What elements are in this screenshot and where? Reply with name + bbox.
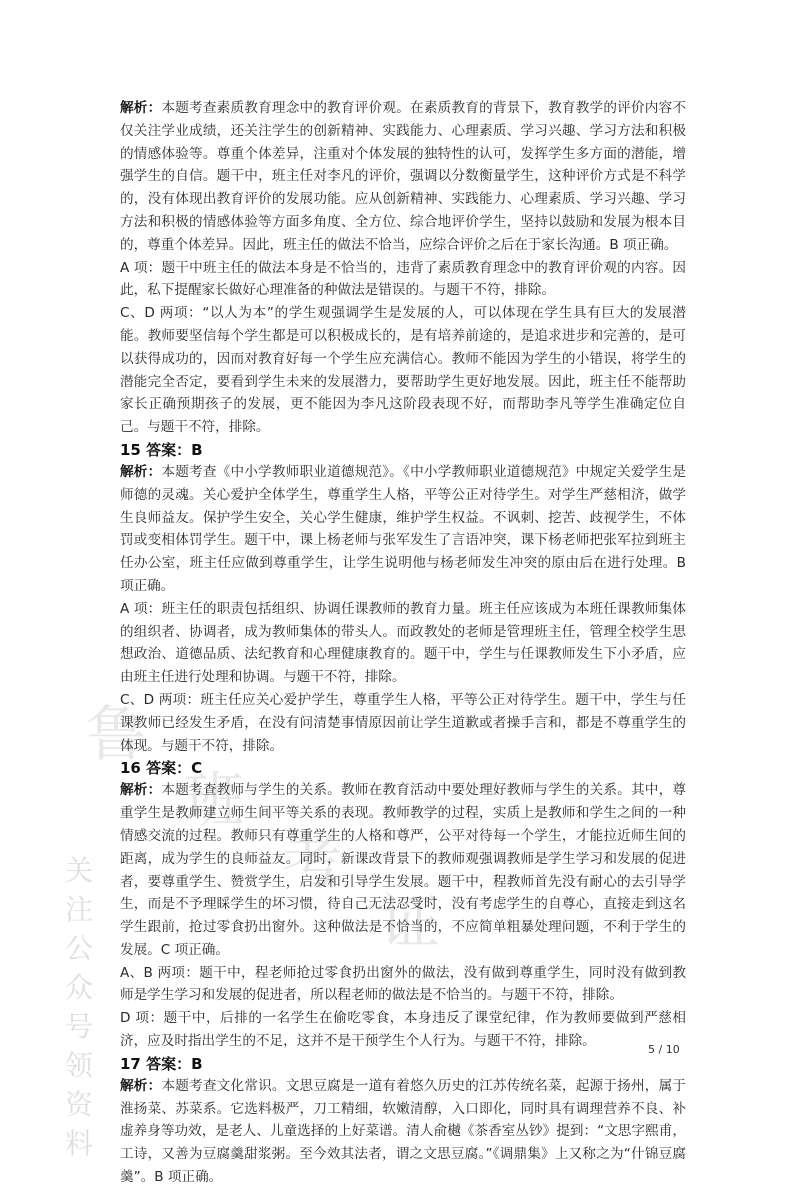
q14-option-cd: C、D 两项：“以人为本”的学生观强调学生是发展的人，可以体现在学生具有巨大的发展潜能。教师要坚信每个学生都是可以积极成长的，是有培养前途的，是追求进步和完善的，是可以获得成功的，因而对教育好每一个学生应充满信心。教师不能因为学生的小错误，将学生的潜能完全否定，要看到学生未来的发展潜力，要帮助学生更好地发展。因此，班主任不能帮助家长正确预期孩子的发展，更不能因为李凡这阶段表现不好，而帮助李凡等学生准确定位自己。与题干不符，排除。 (120, 305, 686, 436)
answer-content (120, 97, 686, 1189)
q16-option-d: D 项：题干中，后排的一名学生在偷吃零食，本身违反了课堂纪律，作为教师要做到严慈相济，应及时指出学生的不足，这并不是干预学生个人行为。与题干不符，排除。 (120, 1010, 686, 1050)
q16-option-ab: A、B 两项：题干中，程老师抢过零食扔出窗外的做法，没有做到尊重学生，同时没有做到教师是学生学习和发展的促进者，所以程老师的做法是不恰当的。与题干不符，排除。 (120, 964, 686, 1004)
q17-answer-heading: 17 答案：B (120, 1054, 203, 1073)
q14-analysis (120, 97, 686, 257)
watermark-vertical-char: 公 (65, 932, 94, 965)
watermark-vertical-char: 号 (65, 1010, 94, 1043)
watermark-vertical-char: 关 (65, 854, 94, 887)
watermark-char: 鲁 (86, 700, 146, 770)
analysis-label: 解析： (120, 782, 162, 799)
q15-analysis (120, 461, 686, 598)
q15-option-cd: C、D 两项：班主任应关心爱护学生，尊重学生人格，平等公正对待学生。题干中，学生与任课教师已经发生矛盾，在没有问清楚事情原因前让学生道歉或者操手言和，都是不尊重学生的体现。与题干不符，排除。 (120, 691, 686, 754)
analysis-label: 解析： (120, 100, 162, 116)
q16-answer-heading: 16 答案：C (120, 759, 203, 778)
watermark-vertical-char: 众 (65, 971, 94, 1004)
watermark-vertical-char: 领 (65, 1049, 94, 1082)
page-number: 5 / 10 (648, 1043, 680, 1056)
watermark-char: 考 (282, 828, 342, 898)
q15-option-a: A 项：班主任的职责包括组织、协调任课教师的教育力量。班主任应该成为本班任课教师集体的组织者、协调者，成为教师集体的带头人。而政教处的老师是管理班主任，管理全校学生思想政治、道德品质、法纪教育和心理健康教育的。题干中，学生与任课教师发生下小矛盾，应由班主任进行处理和协调。与题干不符，排除。 (120, 600, 686, 686)
analysis-text: 本题考查文化常识。文思豆腐是一道有着悠久历史的江苏传统名菜，起源于扬州，属于淮扬菜、苏菜系。它选料极严，刀工精细，软嫩清醇，入口即化，同时具有调理营养不良、补虚养身等功效，是老人、儿童选择的上好菜谱。清人俞樾《茶香室丛钞》提到：“文思字熙甫，工诗，又善为豆腐羹甜浆粥。至今效其法者，谓之文思豆腐。”《调鼎集》上又称之为“什锦豆腐羹”。B 项正确。 (120, 1077, 687, 1186)
analysis-text: 本题考查素质教育理念中的教育评价观。在素质教育的背景下，教育教学的评价内容不仅关注学业成绩，还关注学生的创新精神、实践能力、心理素质、学习兴趣、学习方法和积极的情感体验等。尊重个体差异，注重对个体发展的独特性的认可，发挥学生多方面的潜能，增强学生的自信。题干中，班主任对李凡的评价，强调以分数衡量学生，这种评价方式是不科学的，没有体现出教育评价的发展功能。应从创新精神、实践能力、心理素质、学习兴趣、学习方法和积极的情感体验等方面多角度、全方位、综合地评价学生，坚持以鼓励和发展为根本目的，尊重个体差异。因此，班主任的做法不恰当，应综合评价之后在于家长沟通。B 项正确。 (120, 100, 687, 253)
q16-analysis (120, 779, 686, 961)
analysis-label: 解析： (120, 1077, 162, 1094)
watermark-vertical-char: 注 (65, 893, 94, 926)
q15-answer-heading: 15 答案：B (120, 440, 203, 459)
watermark-vertical-char: 料 (65, 1127, 94, 1160)
analysis-text: 本题考查《中小学教师职业道德规范》。《中小学教师职业道德规范》中规定关爱学生是师德的灵魂。关心爱护全体学生，尊重学生人格，平等公正对待学生。对学生严慈相济，做学生良师益友。保护学生安全，关心学生健康，维护学生权益。不讽刺、挖苦、歧视学生，不体罚或变相体罚学生。题干中，课上杨老师与张军发生了言语冲突，课下杨老师把张军拉到班主任办公室，班主任应做到尊重学生，让学生说明他与杨老师发生冲突的原由后在进行处理。B 项正确。 (120, 463, 686, 594)
watermark-vertical-char: 资 (65, 1088, 94, 1121)
analysis-label: 解析： (120, 463, 162, 480)
q14-option-a: A 项：题干中班主任的做法本身是不恰当的，违背了素质教育理念中的教育评价观的内容。因此，私下提醒家长做好心理准备的种做法是错误的。与题干不符，排除。 (120, 259, 686, 299)
analysis-text: 本题考查教师与学生的关系。教师在教育活动中要处理好教师与学生的关系。其中，尊重学生是教师建立师生间平等关系的表现。教师教学的过程，实质上是教师和学生之间的一种情感交流的过程。教师只有尊重学生的人格和尊严，公平对待每一个学生，才能拉近师生间的距离，成为学生的良师益友。同时，新课改背景下的教师观强调教师是学生学习和发展的促进者，要尊重学生、赞赏学生，启发和引导学生发展。题干中，程教师首先没有耐心的去引导学生，而是不予理睬学生的坏习惯，待自己无法忍受时，没有考虑学生的自尊心，直接走到这名学生跟前，抢过零食扔出窗外。这种做法是不恰当的，不应简单粗暴处理问题，不利于学生的发展。C 项正确。 (120, 782, 687, 958)
watermark-char: 班 (184, 766, 244, 836)
watermark-char: 证 (380, 888, 440, 958)
